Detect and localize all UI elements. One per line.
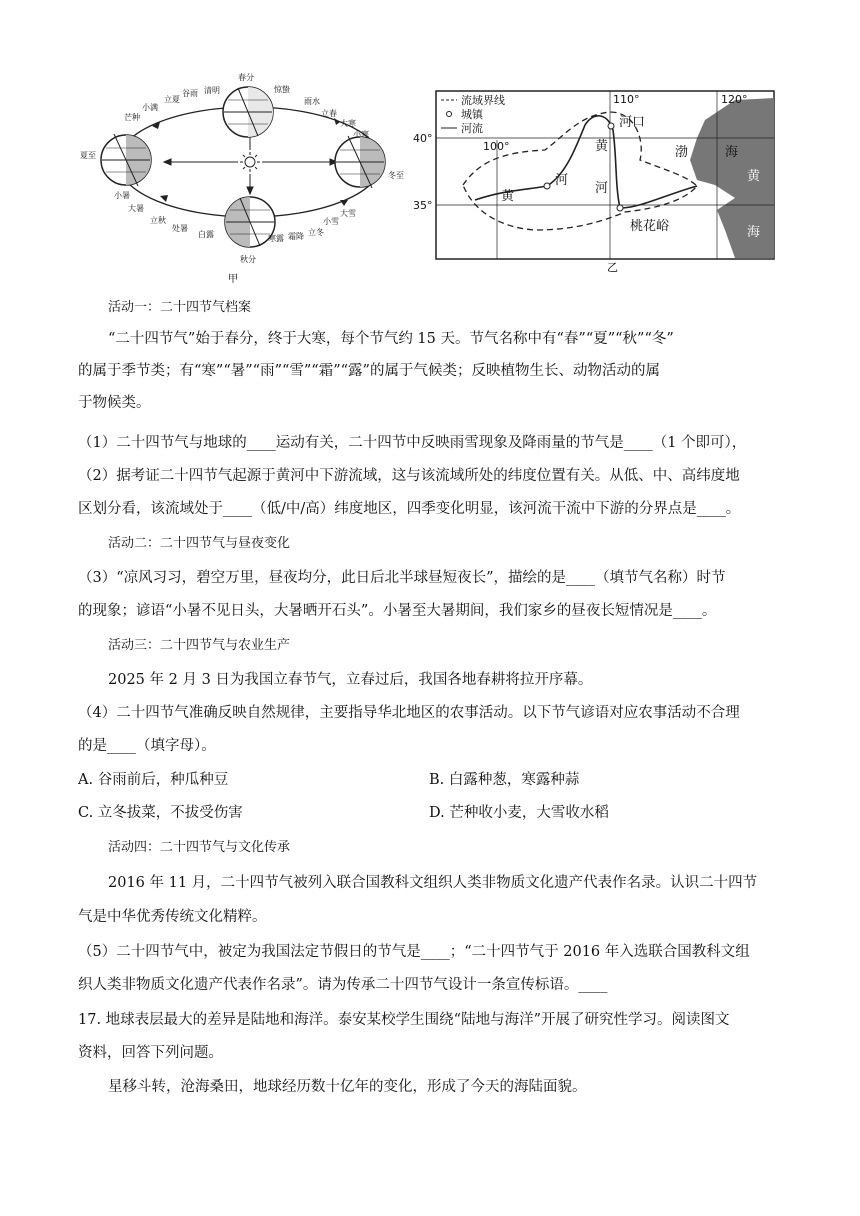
town-hekou-marker bbox=[608, 123, 614, 129]
term-xiaoshu: 小暑 bbox=[114, 191, 130, 200]
earth-dongzhi bbox=[335, 136, 385, 188]
label-river-he-2: 河 bbox=[595, 181, 609, 196]
question-2-cont: 区划分看，该流域处于____（低/中/高）纬度地区，四季变化明显，该河流干流中下游的分界点是____。 bbox=[78, 501, 741, 517]
sun-icon bbox=[240, 152, 260, 172]
question-3-cont: 的现象；谚语“小暑不见日头，大暑晒开石头”。小暑至大暑期间，我们家乡的昼夜长短情况是____。 bbox=[78, 603, 717, 619]
term-xiazhi: 夏至 bbox=[80, 151, 96, 160]
figure-label-jia: 甲 bbox=[228, 274, 238, 285]
term-shuangjiang: 霜降 bbox=[288, 232, 304, 241]
term-dahan: 大寒 bbox=[340, 119, 356, 128]
question-1: （1）二十四节气与地球的____运动有关，二十四节中反映雨雪现象及降雨量的节气是____（1 个即可）， bbox=[78, 435, 747, 451]
term-lichun: 立春 bbox=[321, 109, 337, 118]
legend-town: 城镇 bbox=[461, 108, 483, 121]
activity-4-heading: 活动四：二十四节气与文化传承 bbox=[108, 840, 291, 855]
label-river-huang: 黄 bbox=[501, 189, 515, 204]
label-sea-huang: 黄 bbox=[747, 169, 761, 184]
question-4: （4）二十四节气准确反映自然规律，主要指导华北地区的农事活动。以下节气谚语对应农事活动不合理 bbox=[78, 705, 740, 721]
term-xiaoxue: 小雪 bbox=[323, 217, 339, 226]
figure-label-yi: 乙 bbox=[607, 261, 618, 274]
question-5-cont: 织人类非物质文化遗产代表作名录”。请为传承二十四节气设计一条宣传标语。____ bbox=[78, 977, 608, 993]
lat-35: 35° bbox=[413, 199, 433, 212]
lon-100: 100° bbox=[483, 140, 510, 153]
yellow-river-map bbox=[413, 90, 775, 274]
town-taohuayu-marker bbox=[617, 205, 623, 211]
paragraph-line: 星移斗转，沧海桑田，地球经历数十亿年的变化，形成了今天的海陆面貌。 bbox=[108, 1079, 587, 1095]
paragraph-line: 2016 年 11 月，二十四节气被列入联合国教科文组织人类非物质文化遗产代表作名录。认识二十四节 bbox=[108, 875, 758, 891]
paragraph-line: “二十四节气”始于春分，终于大寒，每个节气约 15 天。节气名称中有“春”“夏”“秋”“冬” bbox=[108, 331, 674, 347]
question-3: （3）“凉风习习，碧空万里，昼夜均分，此日后北半球昼短夜长”，描绘的是____（填节气名称）时节 bbox=[78, 570, 726, 586]
question-4-cont: 的是____（填字母）。 bbox=[78, 738, 216, 754]
option-c: C. 立冬拔菜，不拔受伤害 bbox=[78, 805, 243, 821]
term-qiufen: 秋分 bbox=[240, 255, 256, 264]
term-xiaohan: 小寒 bbox=[353, 130, 369, 139]
question-2: （2）据考证二十四节气起源于黄河中下游流域，这与该流域所处的纬度位置有关。从低、中、高纬度地 bbox=[78, 468, 740, 484]
term-lixia: 立夏 bbox=[164, 95, 180, 104]
term-lidong: 立冬 bbox=[308, 228, 324, 237]
label-sea-hai-2: 海 bbox=[747, 225, 761, 240]
term-daxue: 大雪 bbox=[340, 209, 356, 218]
paragraph-line: 2025 年 2 月 3 日为我国立春节气，立春过后，我国各地春耕将拉开序幕。 bbox=[108, 672, 593, 688]
earth-chunfen bbox=[223, 87, 273, 137]
lat-40: 40° bbox=[413, 132, 433, 145]
activity-1-heading: 活动一：二十四节气档案 bbox=[108, 300, 252, 315]
option-b: B. 白露种葱，寒露种蒜 bbox=[429, 772, 580, 788]
term-dongzhi: 冬至 bbox=[388, 171, 404, 180]
term-chunfen: 春分 bbox=[238, 73, 254, 82]
lon-120: 120° bbox=[721, 93, 748, 106]
term-hanlu: 寒露 bbox=[268, 234, 284, 243]
paragraph-line: 于物候类。 bbox=[78, 395, 151, 411]
paragraph-line: 气是中华优秀传统文化精粹。 bbox=[78, 909, 267, 925]
label-sea-hai: 海 bbox=[725, 145, 739, 160]
paragraph-line: 的属于季节类；有“寒”“暑”“雨”“雪”“霜”“露”的属于气候类；反映植物生长、动物活动的属 bbox=[78, 363, 660, 379]
term-jingzhe: 惊蛰 bbox=[274, 85, 290, 94]
term-qingming: 清明 bbox=[204, 86, 220, 95]
question-17-cont: 资料，回答下列问题。 bbox=[78, 1045, 223, 1061]
term-mangzhong: 芒种 bbox=[124, 113, 140, 122]
legend-river: 河流 bbox=[461, 122, 483, 135]
legend-basin-boundary: 流域界线 bbox=[461, 94, 505, 107]
term-dashu: 大暑 bbox=[128, 204, 144, 213]
term-liqiu: 立秋 bbox=[150, 216, 166, 225]
label-sea-bo: 渤 bbox=[675, 145, 689, 160]
option-d: D. 芒种收小麦，大雪收水稻 bbox=[429, 805, 609, 821]
activity-3-heading: 活动三：二十四节气与农业生产 bbox=[108, 638, 291, 653]
term-chushu: 处暑 bbox=[172, 224, 188, 233]
question-5: （5）二十四节气中，被定为我国法定节假日的节气是____；“二十四节气于 2016 年入选联合国教科文组 bbox=[78, 944, 750, 960]
term-guyu: 谷雨 bbox=[182, 89, 198, 98]
label-river-he: 河 bbox=[555, 173, 569, 188]
term-bailu: 白露 bbox=[198, 230, 214, 239]
question-17: 17. 地球表层最大的差异是陆地和海洋。泰安某校学生围绕“陆地与海洋”开展了研究性学习。阅读图文 bbox=[78, 1012, 730, 1028]
town-marker bbox=[544, 183, 550, 189]
label-river-huang-2: 黄 bbox=[595, 139, 609, 154]
solar-terms-orbit-diagram bbox=[78, 73, 423, 287]
label-hekou: 河口 bbox=[619, 115, 646, 130]
lon-110: 110° bbox=[613, 93, 640, 106]
term-xiaoman: 小满 bbox=[142, 103, 158, 112]
earth-xiazhi bbox=[101, 134, 151, 186]
option-a: A. 谷雨前后，种瓜种豆 bbox=[78, 772, 229, 788]
label-taohuayu: 桃花峪 bbox=[630, 219, 670, 234]
term-yushui: 雨水 bbox=[304, 97, 320, 106]
activity-2-heading: 活动二：二十四节气与昼夜变化 bbox=[108, 536, 291, 551]
